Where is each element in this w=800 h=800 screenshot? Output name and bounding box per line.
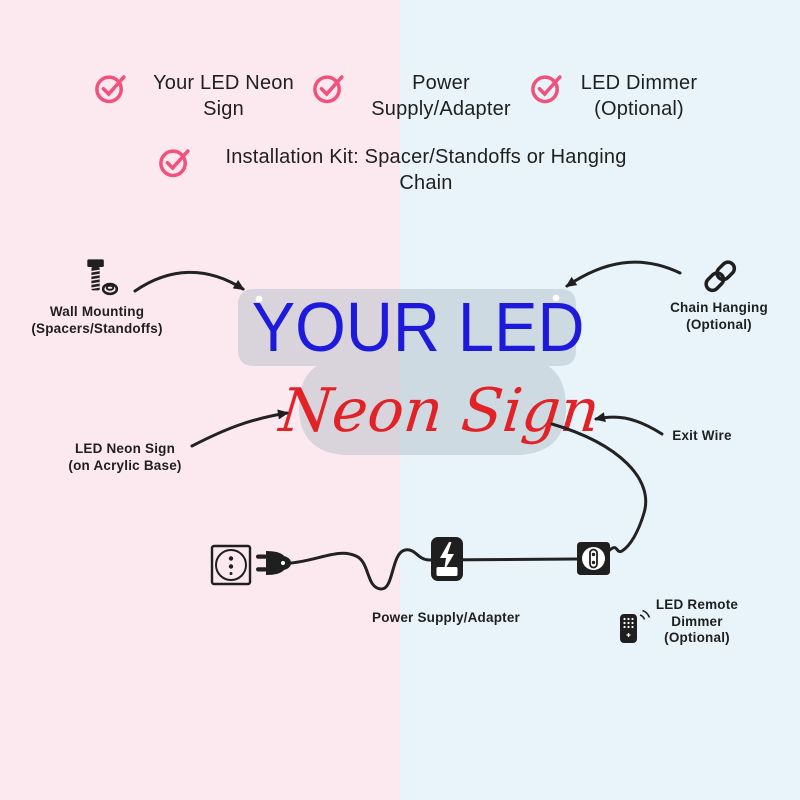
callout-power-supply [346,610,546,627]
power-adapter-icon [431,537,463,581]
chain-link-icon [698,256,742,296]
callout-line: (Optional) [686,316,752,332]
checklist-label: Chain [399,172,453,194]
callout-line: Wall Mounting [49,304,145,319]
arrow-wall-to-sign [135,272,243,291]
arrow-chain-to-sign [567,262,680,286]
wall-socket-icon [210,544,252,586]
callout-exit-wire [637,428,767,445]
checklist-label: (Optional) [594,98,684,120]
sign-text-main: YOUR LED [251,288,585,366]
callout-wall-mounting [7,304,187,337]
callout-line: (Optional) [664,630,730,645]
callout-line: (on Acrylic Base) [68,457,182,473]
checklist-label: Installation Kit: Spacer/Standoffs or Hanging [225,146,627,168]
checklist-label: Supply/Adapter [371,98,511,120]
callout-chain-hanging [629,300,800,333]
callout-line: Dimmer [671,613,723,629]
callout-led-neon-sign [35,441,215,474]
callout-line: Power Supply/Adapter [371,610,521,625]
callout-line: Exit Wire [672,428,732,443]
callout-line: LED Remote [655,597,739,612]
callout-line: (Spacers/Standoffs) [31,320,163,336]
exit-wire [552,424,646,559]
power-plug-icon [256,549,296,577]
sign-text-script: Neon Sign [276,376,603,446]
callout-line: Chain Hanging [670,300,768,315]
checklist-label: Power [412,72,470,94]
callout-line: LED Neon Sign [74,441,176,456]
screw-standoff-icon [78,258,120,302]
checklist-label: Sign [203,98,244,120]
inline-dimmer-icon [577,542,610,575]
checklist-label: LED Dimmer [580,72,698,94]
callout-remote-dimmer [607,597,787,647]
checklist-label: Your LED Neon [153,72,294,94]
